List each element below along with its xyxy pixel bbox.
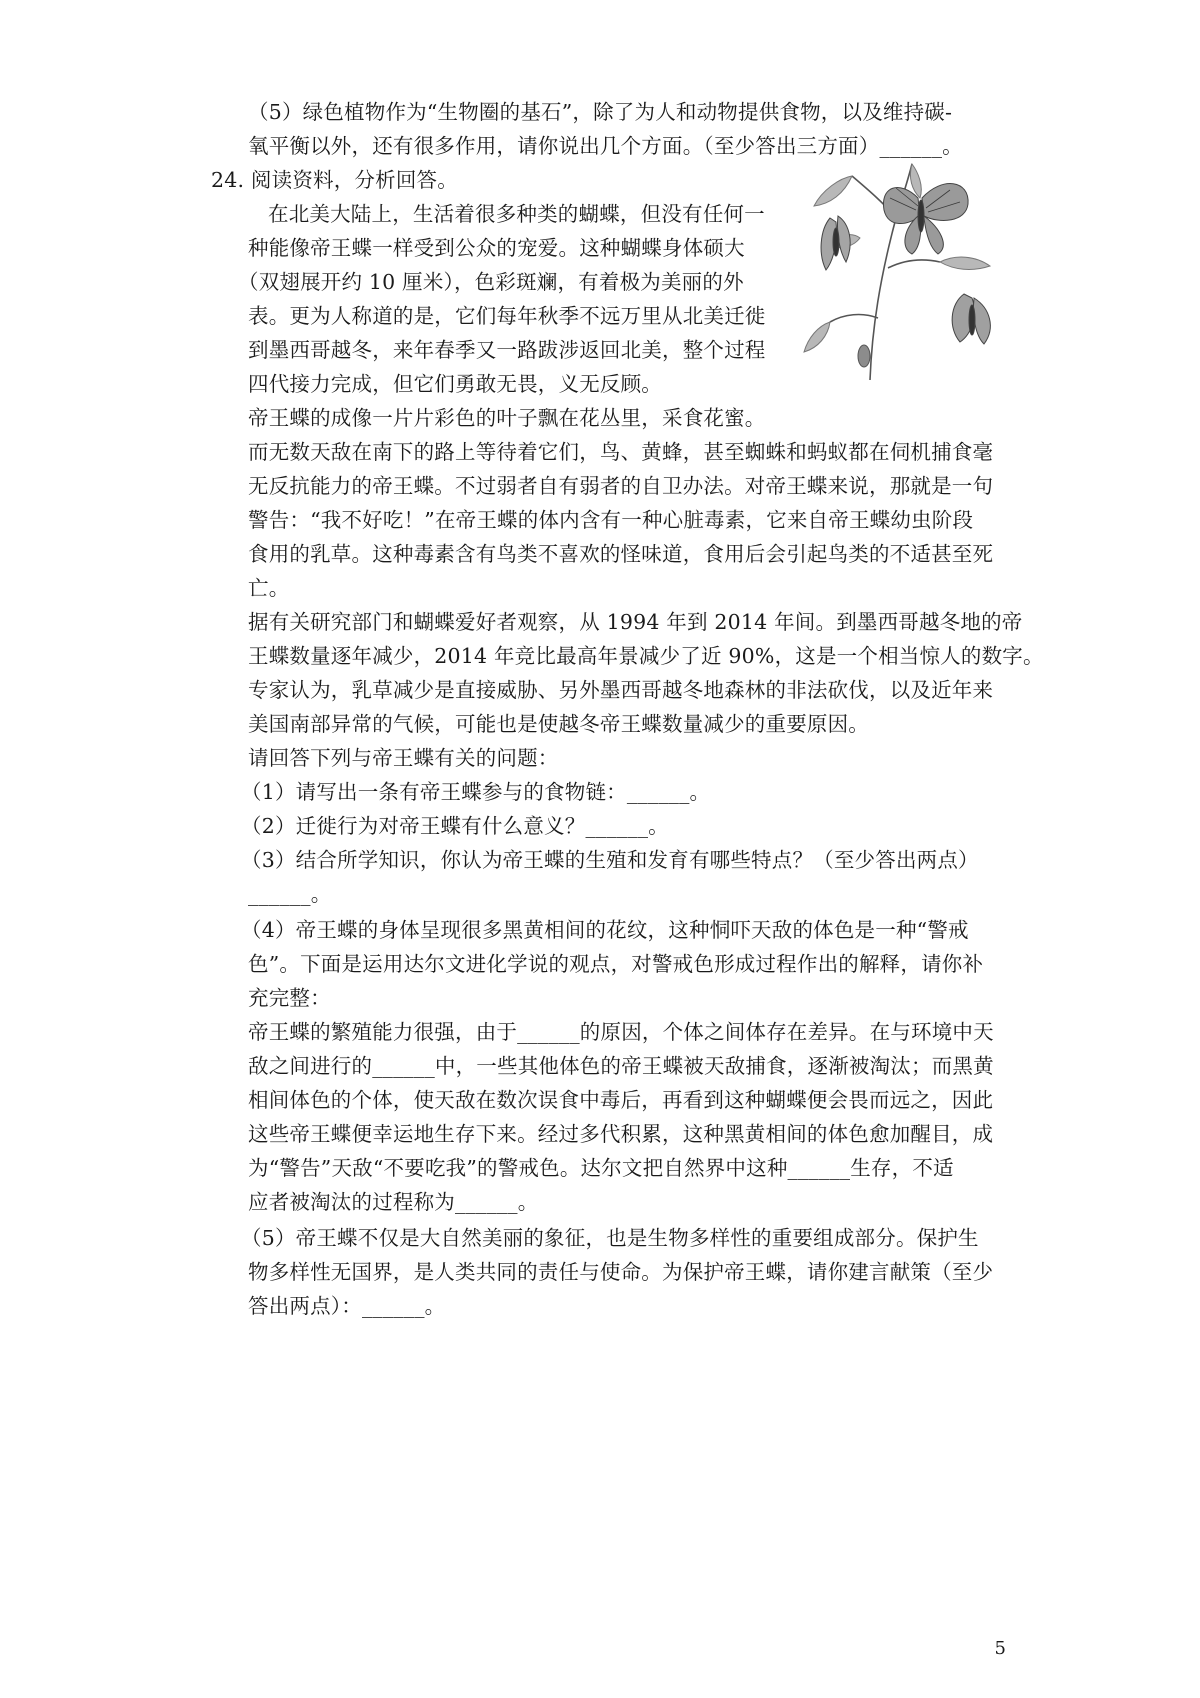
question-4-line-6: 相间体色的个体，使天敌在数次误食中毒后，再看到这种蝴蝶便会畏而远之，因此 [248, 1088, 994, 1112]
question-4-line-7: 这些帝王蝶便幸运地生存下来。经过多代积累，这种黑黄相间的体色愈加醒目，成 [248, 1122, 994, 1146]
question-4-line-5: 敌之间进行的______中，一些其他体色的帝王蝶被天敌捕食，逐渐被淘汰；而黑黄 [248, 1054, 994, 1078]
passage-p2-line-2: 而无数天敌在南下的路上等待着它们，鸟、黄蜂，甚至蜘蛛和蚂蚁都在伺机捕食毫 [248, 440, 994, 464]
q23-part5-line-1: （5）绿色植物作为“生物圈的基石”，除了为人和动物提供食物，以及维持碳- [248, 100, 953, 124]
question-3-line-2: ______。 [248, 882, 332, 906]
passage-p2-line-5: 食用的乳草。这种毒素含有鸟类不喜欢的怪味道，食用后会引起鸟类的不适甚至死 [248, 542, 994, 566]
passage-p3-line-4: 美国南部异常的气候，可能也是使越冬帝王蝶数量减少的重要原因。 [248, 712, 869, 736]
passage-p2-line-1: 帝王蝶的成像一片片彩色的叶子飘在花丛里，采食花蜜。 [248, 406, 766, 430]
question-3-line-1: （3）结合所学知识，你认为帝王蝶的生殖和发育有哪些特点？（至少答出两点） [241, 848, 979, 872]
question-2: （2）迁徙行为对帝王蝶有什么意义？______。 [241, 814, 669, 838]
passage-p1-line-3: （双翅展开约 10 厘米），色彩斑斓，有着极为美丽的外 [238, 270, 744, 294]
questions-prompt: 请回答下列与帝王蝶有关的问题： [248, 746, 559, 770]
question-5-line-3: 答出两点）：______。 [248, 1294, 446, 1318]
passage-p3-line-3: 专家认为，乳草减少是直接威胁、另外墨西哥越冬地森林的非法砍伐，以及近年来 [248, 678, 994, 702]
passage-p1-line-6: 四代接力完成，但它们勇敢无畏，义无反顾。 [248, 372, 662, 396]
question-4-line-1: （4）帝王蝶的身体呈现很多黑黄相间的花纹，这种恫吓天敌的体色是一种“警戒 [241, 918, 969, 942]
passage-p1-line-2: 种能像帝王蝶一样受到公众的宠爱。这种蝴蝶身体硕大 [248, 236, 745, 260]
passage-p1-line-4: 表。更为人称道的是，它们每年秋季不远万里从北美迁徙 [248, 304, 766, 328]
passage-p2-line-3: 无反抗能力的帝王蝶。不过弱者自有弱者的自卫办法。对帝王蝶来说，那就是一句 [248, 474, 994, 498]
question-1: （1）请写出一条有帝王蝶参与的食物链：______。 [241, 780, 711, 804]
question-4-line-9: 应者被淘汰的过程称为______。 [248, 1190, 539, 1214]
passage-p2-line-4: 警告：“我不好吃！”在帝王蝶的体内含有一种心脏毒素，它来自帝王蝶幼虫阶段 [248, 508, 974, 532]
question-4-line-3: 充完整： [248, 986, 331, 1010]
passage-p2-line-6: 亡。 [248, 576, 290, 600]
question-4-line-8: 为“警告”天敌“不要吃我”的警戒色。达尔文把自然界中这种______生存，不适 [248, 1156, 954, 1180]
passage-p1-line-1: 在北美大陆上，生活着很多种类的蝴蝶，但没有任何一 [268, 202, 765, 226]
passage-p1-line-5: 到墨西哥越冬，来年春季又一路跋涉返回北美，整个过程 [248, 338, 766, 362]
question-5-line-1: （5）帝王蝶不仅是大自然美丽的象征，也是生物多样性的重要组成部分。保护生 [241, 1226, 979, 1250]
passage-p3-line-2: 王蝶数量逐年减少，2014 年竞比最高年景减少了近 90%，这是一个相当惊人的数字。 [248, 644, 1044, 668]
question-4-line-4: 帝王蝶的繁殖能力很强，由于______的原因，个体之间体存在差异。在与环境中天 [248, 1020, 994, 1044]
question-4-line-2: 色”。下面是运用达尔文进化学说的观点，对警戒色形成过程作出的解释，请你补 [248, 952, 984, 976]
monarch-butterfly-illustration [800, 158, 1005, 380]
page-number: 5 [994, 1638, 1006, 1659]
q23-part5-line-2: 氧平衡以外，还有很多作用，请你说出几个方面。（至少答出三方面）______。 [248, 134, 963, 158]
question-5-line-2: 物多样性无国界，是人类共同的责任与使命。为保护帝王蝶，请你建言献策（至少 [248, 1260, 994, 1284]
passage-p3-line-1: 据有关研究部门和蝴蝶爱好者观察，从 1994 年到 2014 年间。到墨西哥越冬地的帝 [248, 610, 1023, 634]
q24-heading: 24. 阅读资料，分析回答。 [211, 168, 458, 192]
